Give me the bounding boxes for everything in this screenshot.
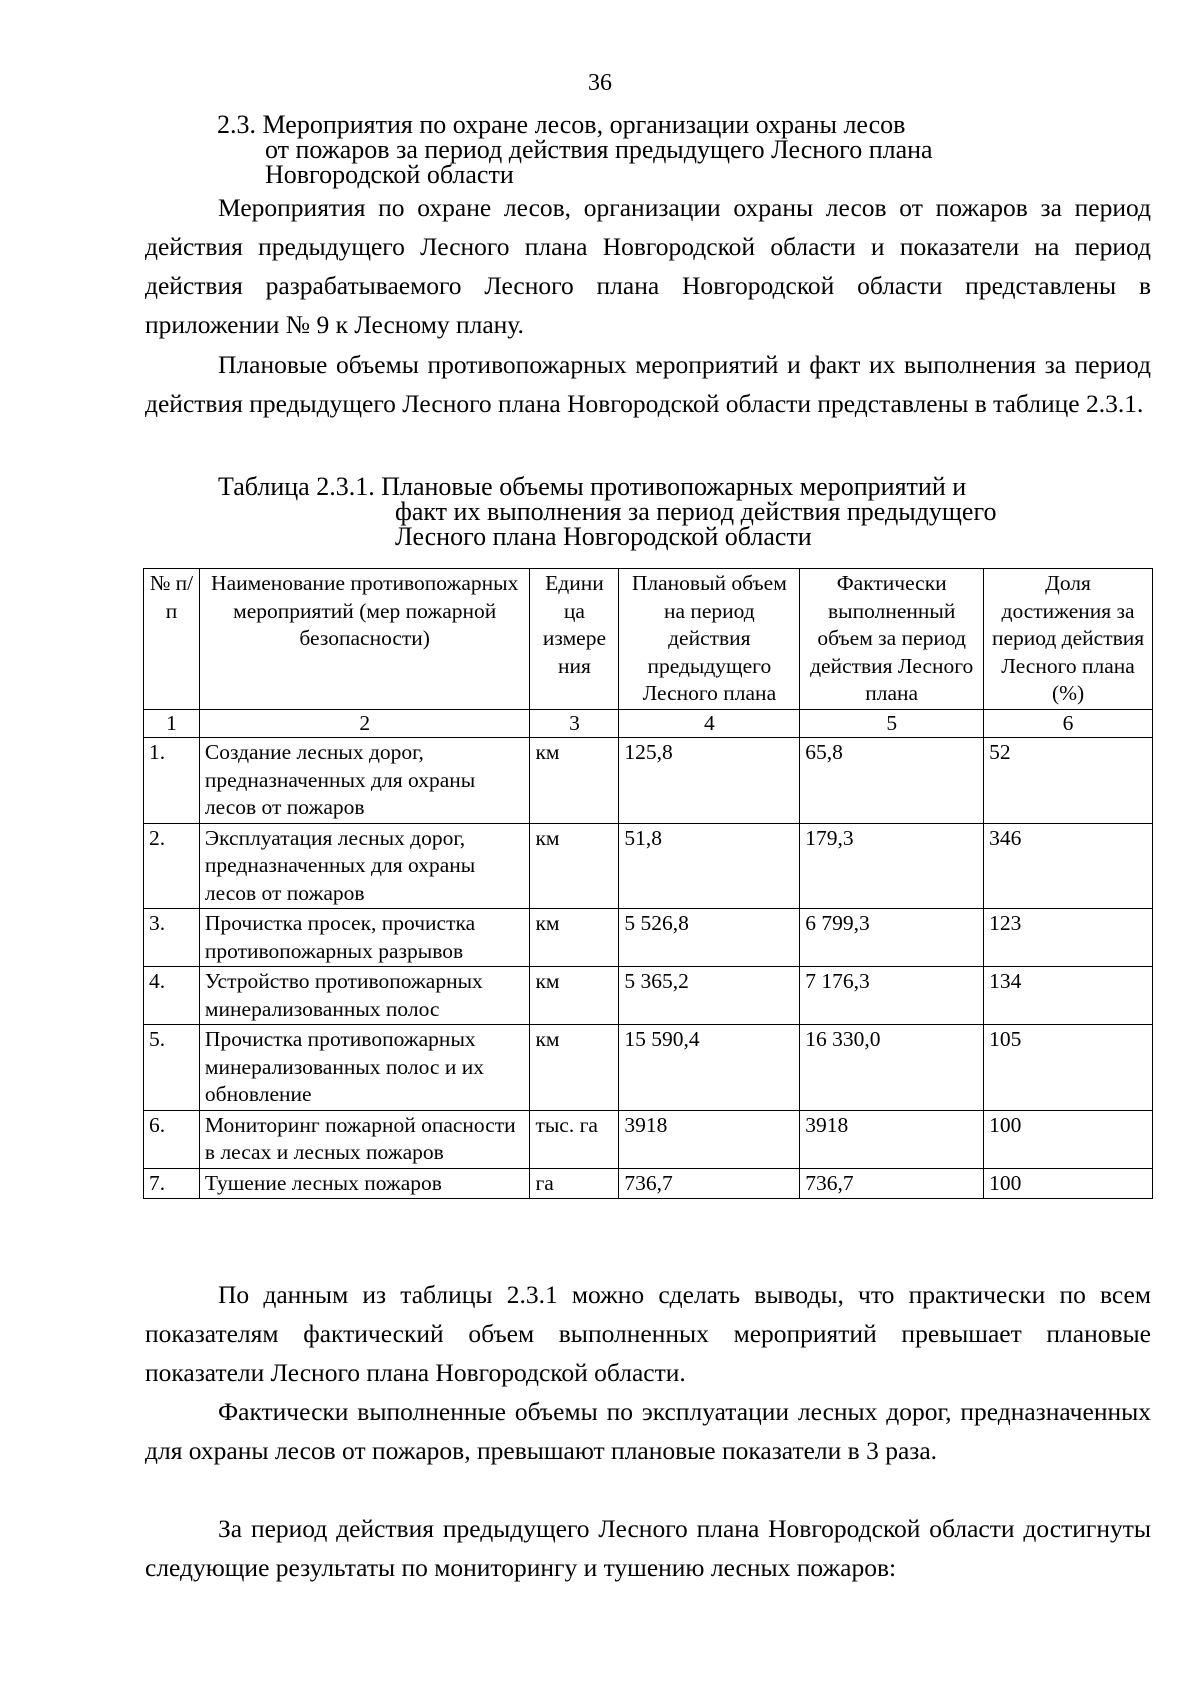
table-row	[144, 967, 1153, 1025]
table-cell: Прочистка просек, прочистка противопожарных разрывов	[199, 909, 530, 967]
table-header-row	[144, 569, 1153, 710]
table-cell: 346	[984, 823, 1153, 909]
table-cell: Прочистка противопожарных минерализованных полос и их обновление	[199, 1025, 530, 1111]
section-heading	[217, 112, 933, 187]
table-cell: 3918	[800, 1110, 984, 1168]
column-number-cell: 6	[984, 709, 1153, 738]
column-number-cell: 4	[619, 709, 800, 738]
table-cell: 134	[984, 967, 1153, 1025]
table-row	[144, 738, 1153, 824]
table-cell: 5 526,8	[619, 909, 800, 967]
table-cell: тыс. га	[530, 1110, 619, 1168]
table-cell: км	[530, 967, 619, 1025]
table-row	[144, 1025, 1153, 1111]
table-cell: 736,7	[619, 1168, 800, 1199]
paragraph-intro: Мероприятия по охране лесов, организации охраны лесов от пожаров за период действия предыдущего Лесного плана Новгородской области и показатели на период действия разрабатываемого Лесного плана Новгородской области представлены в приложении № 9 к Лесному плану.	[145, 193, 1151, 339]
section-heading-line-3: Новгородской области	[265, 160, 514, 189]
section-heading-line-2: от пожаров за период действия предыдущего Лесного плана	[265, 135, 933, 164]
table-cell: 7.	[144, 1168, 200, 1199]
column-number-cell: 1	[144, 709, 200, 738]
table-cell: Эксплуатация лесных дорог, предназначенных для охраны лесов от пожаров	[199, 823, 530, 909]
table-cell: 51,8	[619, 823, 800, 909]
table-cell: Тушение лесных пожаров	[199, 1168, 530, 1199]
table-caption-line-3: Лесного плана Новгородской области	[395, 522, 812, 551]
column-number-cell: 3	[530, 709, 619, 738]
table-cell: 123	[984, 909, 1153, 967]
table-cell: 2.	[144, 823, 200, 909]
table-cell: 105	[984, 1025, 1153, 1111]
fire-measures-table	[143, 568, 1153, 1199]
table-row	[144, 909, 1153, 967]
table-cell: Создание лесных дорог, предназначенных для охраны лесов от пожаров	[199, 738, 530, 824]
page-number: 36	[588, 70, 612, 96]
table-header-cell: Доля достижения за период действия Лесного плана (%)	[984, 569, 1153, 710]
table-caption	[218, 474, 997, 549]
table-cell: Мониторинг пожарной опасности в лесах и лесных пожаров	[199, 1110, 530, 1168]
table-cell: 736,7	[800, 1168, 984, 1199]
table-header-cell: Наименование противопожарных мероприятий (мер пожарной безопасности)	[199, 569, 530, 710]
table-cell: 6.	[144, 1110, 200, 1168]
table-header-cell: № п/п	[144, 569, 200, 710]
table-cell: 100	[984, 1110, 1153, 1168]
table-cell: 5.	[144, 1025, 200, 1111]
table-header-cell: Едини ца измере ния	[530, 569, 619, 710]
table-cell: 52	[984, 738, 1153, 824]
table-cell: 6 799,3	[800, 909, 984, 967]
table-caption-line-1: Таблица 2.3.1. Плановые объемы противопожарных мероприятий и	[218, 472, 967, 501]
table-cell: 179,3	[800, 823, 984, 909]
table-cell: 125,8	[619, 738, 800, 824]
table-cell: 1.	[144, 738, 200, 824]
table-cell: 7 176,3	[800, 967, 984, 1025]
table-cell: 4.	[144, 967, 200, 1025]
column-number-cell: 5	[800, 709, 984, 738]
paragraph-table-reference: Плановые объемы противопожарных мероприятий и факт их выполнения за период действия предыдущего Лесного плана Новгородской области представлены в таблице 2.3.1.	[145, 350, 1151, 418]
table-cell: км	[530, 1025, 619, 1111]
table-cell: км	[530, 738, 619, 824]
section-heading-line-1: 2.3. Мероприятия по охране лесов, организации охраны лесов	[217, 110, 906, 139]
table-column-number-row	[144, 709, 1153, 738]
table-cell: км	[530, 909, 619, 967]
table-cell: 15 590,4	[619, 1025, 800, 1111]
table-cell: га	[530, 1168, 619, 1199]
table-cell: 100	[984, 1168, 1153, 1199]
table-cell: 16 330,0	[800, 1025, 984, 1111]
table-cell: км	[530, 823, 619, 909]
column-number-cell: 2	[199, 709, 530, 738]
table-cell: 3.	[144, 909, 200, 967]
table-row	[144, 1110, 1153, 1168]
paragraph-conclusion: По данным из таблицы 2.3.1 можно сделать выводы, что практически по всем показателям фактический объем выполненных мероприятий превышает плановые показатели Лесного плана Новгородской области.	[145, 1280, 1151, 1387]
table-cell: 3918	[619, 1110, 800, 1168]
table-cell: Устройство противопожарных минерализованных полос	[199, 967, 530, 1025]
paragraph-roads-exceeded: Фактически выполненные объемы по эксплуатации лесных дорог, предназначенных для охраны лесов от пожаров, превышают плановые показатели в 3 раза.	[145, 1397, 1151, 1465]
table-cell: 65,8	[800, 738, 984, 824]
table-header-cell: Фактически выполненный объем за период действия Лесного плана	[800, 569, 984, 710]
table-header-cell: Плановый объем на период действия предыдущего Лесного плана	[619, 569, 800, 710]
table-row	[144, 823, 1153, 909]
table-row	[144, 1168, 1153, 1199]
table-caption-line-2: факт их выполнения за период действия предыдущего	[395, 497, 997, 526]
table-cell: 5 365,2	[619, 967, 800, 1025]
paragraph-monitoring-results: За период действия предыдущего Лесного плана Новгородской области достигнуты следующие результаты по мониторингу и тушению лесных пожаров:	[145, 1514, 1151, 1582]
